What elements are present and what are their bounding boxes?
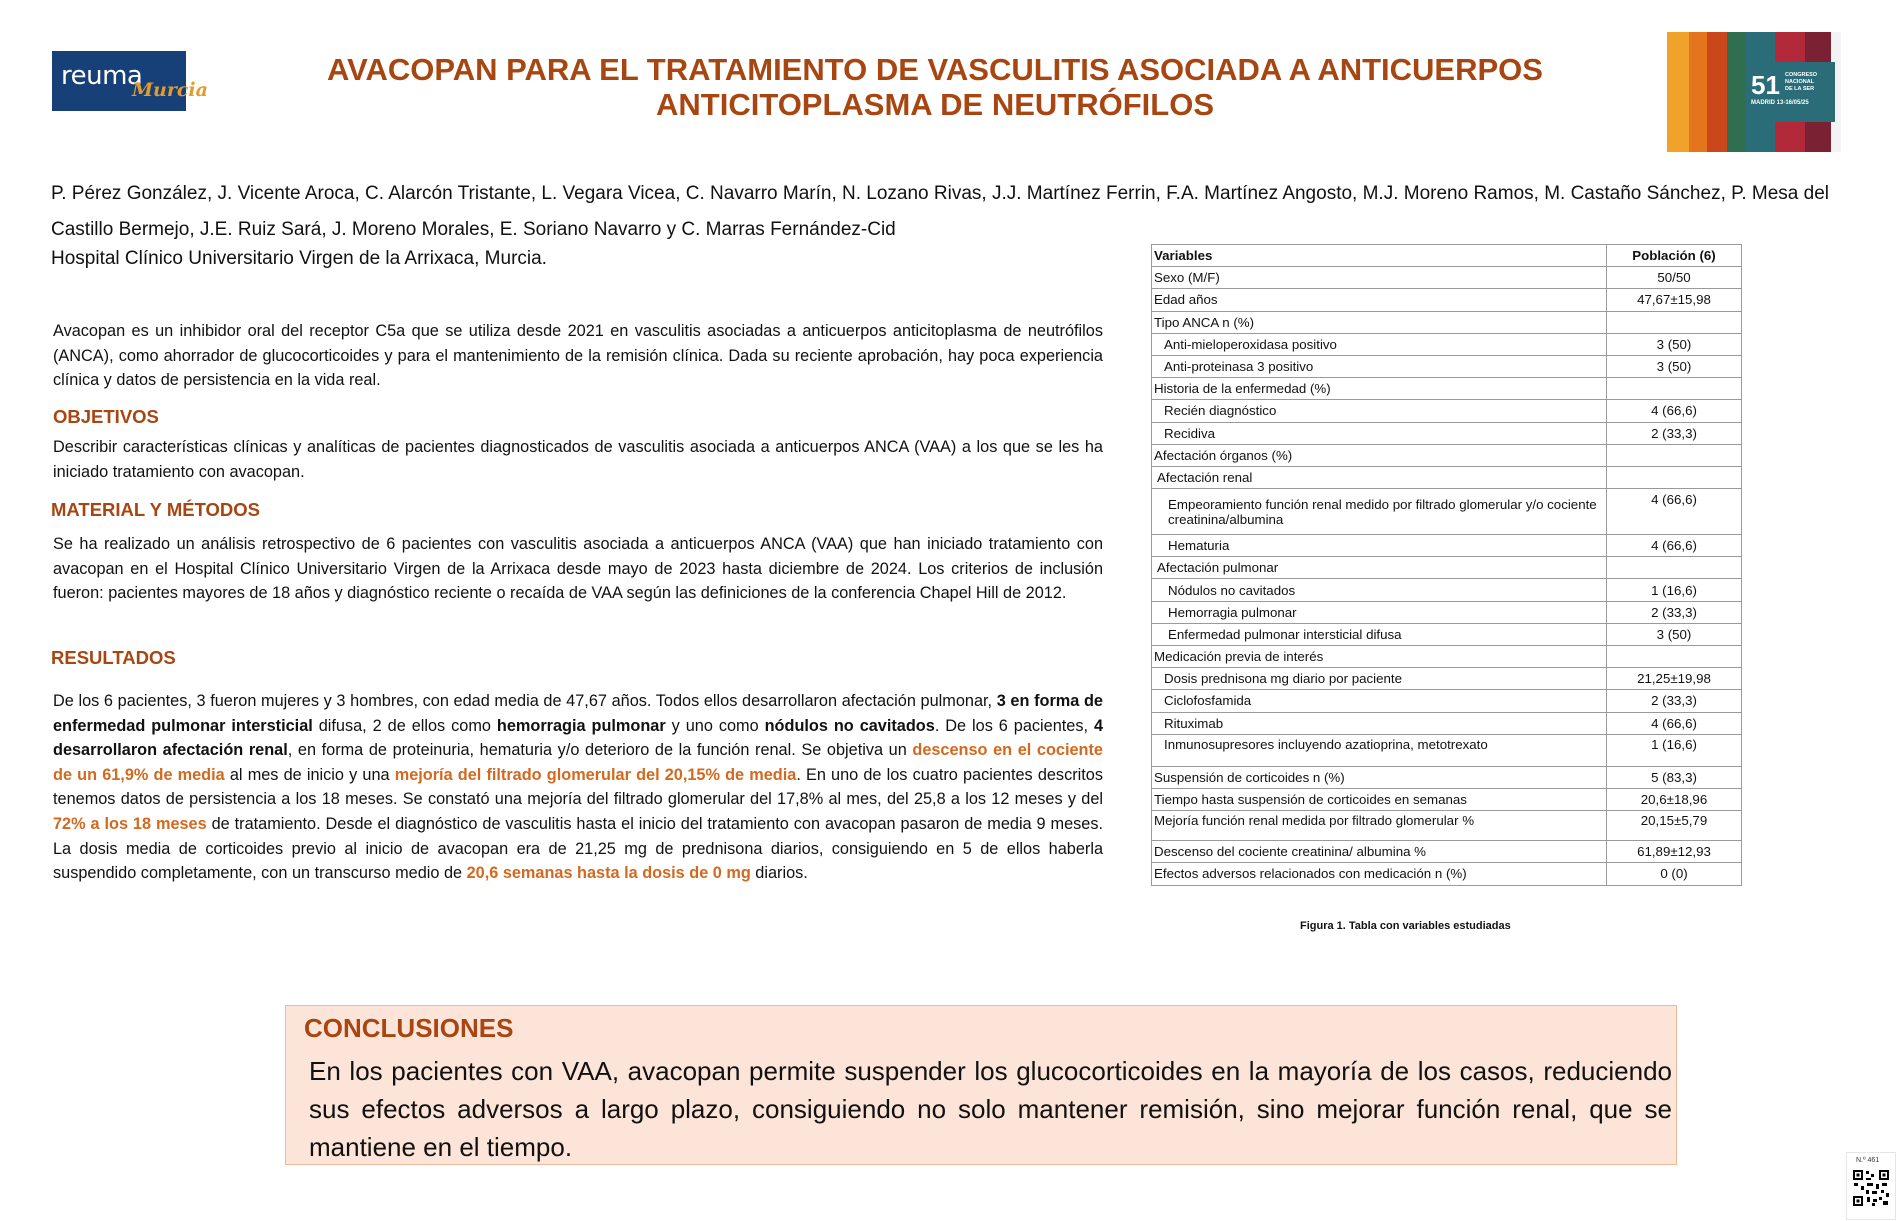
row-label: Historia de la enfermedad (%) — [1152, 378, 1607, 400]
table-row — [1152, 811, 1742, 841]
logo-script: Murcia — [132, 79, 208, 101]
congress-label: CONGRESO NACIONAL DE LA SER — [1785, 72, 1818, 92]
resultados-part: . En uno de los cuatro pacientes descritos tenemos datos de persistencia a los 18 meses. Se constató una mejoría del filtrado glomerular del 17,8% al mes, del 25,8 a los 12 meses y del — [53, 765, 1103, 809]
row-value: 20,15±5,79 — [1607, 811, 1742, 841]
row-label: Ciclofosfamida — [1152, 690, 1607, 712]
row-value: 1 (16,6) — [1607, 734, 1742, 766]
row-label: Edad años — [1152, 289, 1607, 311]
variables-table — [1151, 244, 1742, 886]
table-header-population: Población (6) — [1607, 245, 1742, 267]
objetivos-text: Describir características clínicas y analíticas de pacientes diagnosticados de vasculitis asociada a anticuerpos ANCA (VAA) a los que se les ha iniciado tratamiento con avacopan. — [53, 438, 1103, 481]
resultados-highlight: descenso en el cociente de un 61,9% de media — [53, 741, 1103, 784]
row-label: Inmunosupresores incluyendo azatioprina, metotrexato — [1152, 734, 1607, 766]
metodos-text: Se ha realizado un análisis retrospectivo de 6 pacientes con vasculitis asociada a anticuerpos ANCA (VAA) que han iniciado tratamiento con avacopan en el Hospital Clínico Universitario Virgen de la Arrixaca desde mayo de 2023 hasta diciembre de 2024. Los criterios de inclusión fueron: pacientes mayores de 18 años y diagnóstico reciente o recaída de VAA según las definiciones de la conferencia Chapel Hill de 2012. — [53, 535, 1103, 603]
row-label: Afectación pulmonar — [1152, 557, 1607, 579]
resultados-part: . De los 6 pacientes, — [934, 716, 1094, 735]
poster-number: N.º 461 — [1856, 1157, 1880, 1164]
row-value: 61,89±12,93 — [1607, 841, 1742, 863]
poster-title: AVACOPAN PARA EL TRATAMIENTO DE VASCULITIS ASOCIADA A ANTICUERPOS ANTICITOPLASMA DE NEUTRÓFILOS — [327, 52, 1543, 122]
resultados-bold-part: 3 en forma de enfermedad pulmonar intersticial — [53, 692, 1103, 735]
table-row — [1152, 378, 1742, 400]
logo-word: reuma — [61, 61, 143, 91]
row-value: 2 (33,3) — [1607, 690, 1742, 712]
resultados-bold-part: 4 desarrollaron afectación renal — [53, 716, 1104, 760]
row-label: Rituximab — [1152, 712, 1607, 734]
row-label: Medicación previa de interés — [1152, 646, 1607, 668]
affiliation: Hospital Clínico Universitario Virgen de la Arrixaca, Murcia. — [51, 248, 547, 269]
table-row — [1152, 267, 1742, 289]
row-value: 4 (66,6) — [1607, 489, 1742, 535]
row-label: Hemorragia pulmonar — [1152, 601, 1607, 623]
table-row — [1152, 535, 1742, 557]
metodos-heading: MATERIAL Y MÉTODOS — [51, 499, 261, 520]
resultados-part: De los 6 pacientes, 3 fueron mujeres y 3 hombres, con edad media de 47,67 años. Todos ellos desarrollaron afectación pulmonar, — [53, 692, 997, 710]
table-row — [1152, 841, 1742, 863]
row-value — [1607, 311, 1742, 333]
row-label: Recidiva — [1152, 422, 1607, 444]
row-label: Dosis prednisona mg diario por paciente — [1152, 668, 1607, 690]
table-row — [1152, 557, 1742, 579]
row-value: 3 (50) — [1607, 623, 1742, 645]
resultados-part: diarios. — [750, 864, 808, 883]
table-row — [1152, 766, 1742, 788]
row-value — [1607, 557, 1742, 579]
qr-code-icon — [1852, 1169, 1890, 1207]
resultados-highlight: 72% a los 18 meses — [53, 814, 207, 833]
table-row — [1152, 311, 1742, 333]
row-value: 50/50 — [1607, 267, 1742, 289]
figure-caption: Figura 1. Tabla con variables estudiadas — [1300, 920, 1511, 932]
resultados-part: de tratamiento. Desde el diagnóstico de vasculitis hasta el inicio del tratamiento con avacopan pasaron de media 9 meses. La dosis media de corticoides previo al inicio de avacopan era de 21,25 mg de prednisona diarios, consiguiendo en 5 de ellos haberla suspendido completamente, con un transcurso medio de — [53, 814, 1103, 883]
resultados-part: y uno como — [665, 716, 765, 735]
row-label: Nódulos no cavitados — [1152, 579, 1607, 601]
row-label: Tiempo hasta suspensión de corticoides en semanas — [1152, 788, 1607, 810]
table-row — [1152, 422, 1742, 444]
conclusions-heading: CONCLUSIONES — [304, 1013, 514, 1043]
resultados-part: al mes de inicio y una — [224, 765, 395, 784]
row-value — [1607, 646, 1742, 668]
table-row — [1152, 489, 1742, 535]
row-label: Hematuria — [1152, 535, 1607, 557]
table-row — [1152, 668, 1742, 690]
row-value: 1 (16,6) — [1607, 579, 1742, 601]
reuma-murcia-logo — [52, 51, 208, 111]
table-header-row — [1152, 245, 1742, 267]
table-row — [1152, 444, 1742, 466]
table-header-variables: Variables — [1152, 245, 1607, 267]
table-row — [1152, 355, 1742, 377]
row-label: Enfermedad pulmonar intersticial difusa — [1152, 623, 1607, 645]
table-row — [1152, 690, 1742, 712]
resultados-bold-part: hemorragia pulmonar — [496, 716, 666, 735]
row-value: 47,67±15,98 — [1607, 289, 1742, 311]
congress-city: MADRID 13-16/05/25 — [1751, 100, 1809, 106]
row-value: 21,25±19,98 — [1607, 668, 1742, 690]
resultados-text — [53, 689, 1103, 886]
row-value — [1607, 466, 1742, 488]
congress-number: 51 — [1751, 70, 1780, 100]
resultados-bold-part: nódulos no cavitados — [764, 716, 935, 735]
row-label: Anti-proteinasa 3 positivo — [1152, 355, 1607, 377]
row-value: 3 (50) — [1607, 333, 1742, 355]
table-row — [1152, 863, 1742, 885]
row-value — [1607, 378, 1742, 400]
table-row — [1152, 788, 1742, 810]
row-label: Suspensión de corticoides n (%) — [1152, 766, 1607, 788]
row-value: 0 (0) — [1607, 863, 1742, 885]
row-label: Afectación renal — [1152, 466, 1607, 488]
row-label: Descenso del cociente creatinina/ albumina % — [1152, 841, 1607, 863]
row-value: 4 (66,6) — [1607, 535, 1742, 557]
table-row — [1152, 601, 1742, 623]
resultados-part: , en forma de proteinuria, hematuria y/o deterioro de la función renal. Se objetiva un — [287, 741, 913, 760]
author-list: P. Pérez González, J. Vicente Aroca, C. Alarcón Tristante, L. Vegara Vicea, C. Navarro Marín, N. Lozano Rivas, J.J. Martínez Ferrin, F.A. Martínez Angosto, M.J. Moreno Ramos, M. Castaño Sánchez, P. Mesa del Castillo Bermejo, J.E. Ruiz Sará, J. Moreno Morales, E. Soriano Navarro y C. Marras Fernández-Cid — [51, 183, 1830, 240]
row-value: 2 (33,3) — [1607, 422, 1742, 444]
table-row — [1152, 466, 1742, 488]
table-row — [1152, 400, 1742, 422]
resultados-heading: RESULTADOS — [51, 647, 176, 668]
table-row — [1152, 734, 1742, 766]
row-value: 20,6±18,96 — [1607, 788, 1742, 810]
resultados-highlight: mejoría del filtrado glomerular del 20,15% de media — [394, 765, 797, 784]
table-row — [1152, 579, 1742, 601]
row-label: Recién diagnóstico — [1152, 400, 1607, 422]
table-row — [1152, 646, 1742, 668]
row-label: Sexo (M/F) — [1152, 267, 1607, 289]
row-value: 5 (83,3) — [1607, 766, 1742, 788]
row-label: Anti-mieloperoxidasa positivo — [1152, 333, 1607, 355]
row-label: Afectación órganos (%) — [1152, 444, 1607, 466]
row-value: 4 (66,6) — [1607, 400, 1742, 422]
row-value — [1607, 444, 1742, 466]
table-row — [1152, 289, 1742, 311]
row-label: Efectos adversos relacionados con medicación n (%) — [1152, 863, 1607, 885]
resultados-highlight: 20,6 semanas hasta la dosis de 0 mg — [466, 864, 751, 883]
row-value: 3 (50) — [1607, 355, 1742, 377]
row-label: Empeoramiento función renal medido por filtrado glomerular y/o cociente creatinina/albumina — [1152, 489, 1607, 535]
table-row — [1152, 623, 1742, 645]
objetivos-heading: OBJETIVOS — [53, 406, 159, 427]
row-value: 2 (33,3) — [1607, 601, 1742, 623]
table-row — [1152, 333, 1742, 355]
conclusions-text: En los pacientes con VAA, avacopan permite suspender los glucocorticoides en la mayoría de los casos, reduciendo sus efectos adversos a largo plazo, consiguiendo no solo mantener remisión, sino mejorar función renal, que se mantiene en el tiempo. — [309, 1056, 1672, 1162]
row-label: Mejoría función renal medida por filtrado glomerular % — [1152, 811, 1607, 841]
resultados-part: difusa, 2 de ellos como — [312, 716, 497, 735]
row-label: Tipo ANCA n (%) — [1152, 311, 1607, 333]
congress-logo — [1667, 32, 1841, 152]
table-row — [1152, 712, 1742, 734]
introduction-text: Avacopan es un inhibidor oral del receptor C5a que se utiliza desde 2021 en vasculitis asociadas a anticuerpos anticitoplasma de neutrófilos (ANCA), como ahorrador de glucocorticoides y para el mantenimiento de la remisión clínica. Dada su reciente aprobación, hay poca experiencia clínica y datos de persistencia en la vida real. — [53, 322, 1103, 390]
row-value: 4 (66,6) — [1607, 712, 1742, 734]
